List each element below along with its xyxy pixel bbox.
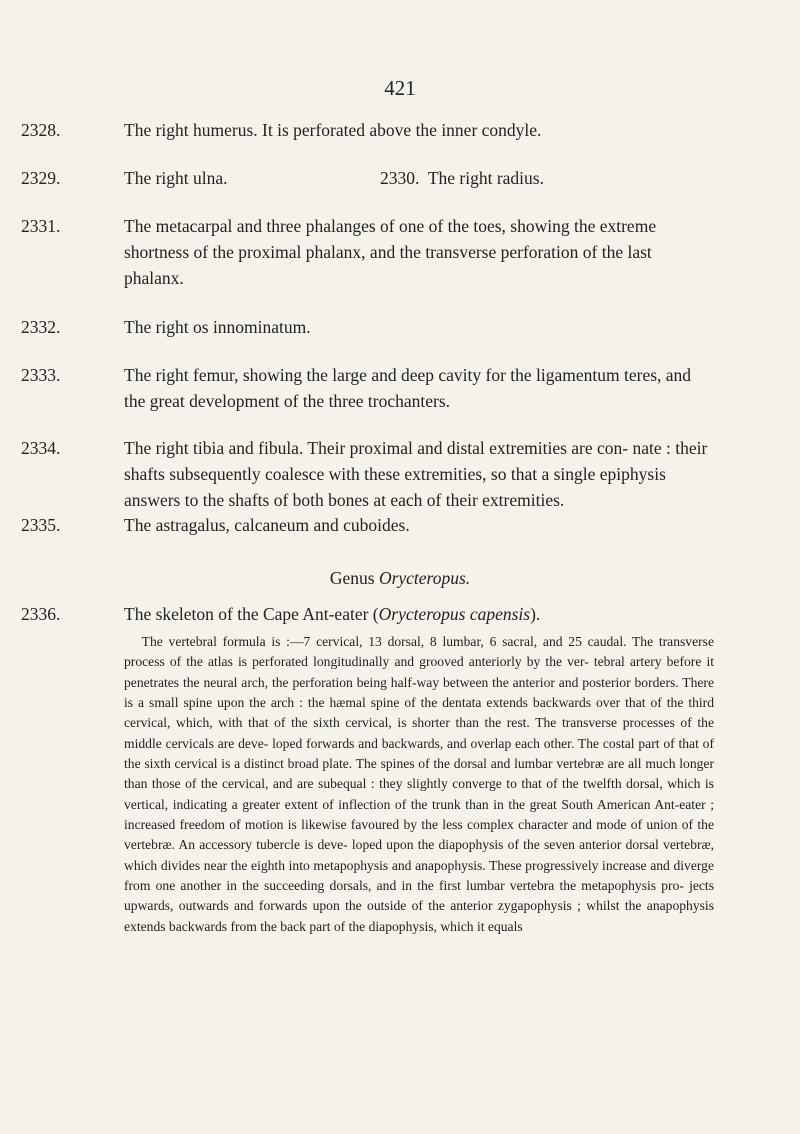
genus-heading bbox=[0, 568, 800, 589]
entry-text-before: The skeleton of the Cape Ant-eater ( bbox=[124, 604, 379, 624]
entry-2330 bbox=[380, 165, 544, 191]
entry-text: The right tibia and fibula. Their proximal and distal extremities are con- nate : their shafts subsequently coalesce with these extremities, so that a single epiphysis answers to the shafts of both bones at each of their extremities. bbox=[124, 438, 708, 510]
entry-number: 2336. bbox=[21, 604, 61, 624]
entry-2331 bbox=[21, 213, 714, 291]
entry-text: The right os innominatum. bbox=[124, 317, 311, 337]
entry-2335 bbox=[21, 512, 714, 538]
page-number: 421 bbox=[384, 76, 416, 100]
entry-text-after: ). bbox=[530, 604, 541, 624]
entry-number: 2331. bbox=[21, 216, 61, 236]
entry-2328 bbox=[21, 117, 714, 143]
entry-number: 2329. bbox=[21, 168, 61, 188]
entry-text: The right femur, showing the large and deep cavity for the ligamentum teres, and the great development of the three trochanters. bbox=[124, 365, 692, 411]
entry-text-italic: Orycteropus capensis bbox=[378, 604, 531, 624]
genus-name: Orycteropus. bbox=[378, 568, 471, 588]
entry-2329 bbox=[21, 165, 714, 191]
notes-text: The vertebral formula is :—7 cervical, 13 dorsal, 8 lumbar, 6 sacral, and 25 caudal. The transverse process of the atlas is perforated longitudinally and grooved anteriorly by the ver- tebral artery before it penetrates the neural arch, the perforation being half-way between the anterior and posterior borders. There is a small spine upon the arch : the hæmal spine of the dentata extends backwards over that of the third cervical, which, with that of the sixth cervical, is shorter than the rest. The transverse processes of the middle cervicals are deve- loped forwards and backwards, and overlap each other. The costal part of that of the sixth cervical is a distinct broad plate. The spines of the dorsal and lumbar vertebræ are all much longer than those of the cervical, and are subequal : they slightly converge to that of the twelfth dorsal, which is vertical, indicating a greater extent of inflection of the trunk than in the great South American Ant-eater ; increased freedom of motion is likewise favoured by the less complex character and mode of union of the vertebræ. An accessory tubercle is deve- loped upon the diapophysis of the seven anterior dorsal vertebræ, which divides near the eighth into metapophysis and anapophysis. These progressively increase and diverge from one another in the succeeding dorsals, and in the first lumbar vertebra the metapophysis pro- jects upwards, outwards and forwards upon the outside of the anterior zygapophysis ; whilst the anapophysis extends backwards from the back part of the diapophysis, which it equals bbox=[124, 634, 714, 934]
entry-2334 bbox=[21, 435, 714, 513]
genus-prefix: Genus bbox=[329, 568, 375, 588]
entry-text: The astragalus, calcaneum and cuboides. bbox=[124, 515, 410, 535]
entry-number: 2334. bbox=[21, 438, 61, 458]
entry-2332 bbox=[21, 314, 714, 340]
entry-text: The right ulna. bbox=[124, 168, 228, 188]
entry-text: The metacarpal and three phalanges of one of the toes, showing the extreme shortness of the proximal phalanx, and the transverse perforation of the last phalanx. bbox=[124, 216, 657, 288]
entry-number: 2335. bbox=[21, 515, 61, 535]
entry-number: 2333. bbox=[21, 365, 61, 385]
entry-2336 bbox=[21, 601, 714, 627]
entry-text: The right humerus. It is perforated above the inner condyle. bbox=[124, 120, 542, 140]
entry-number: 2328. bbox=[21, 120, 61, 140]
notes-paragraph bbox=[124, 632, 714, 937]
entry-text: The right radius. bbox=[427, 168, 544, 188]
entry-number: 2330. bbox=[380, 168, 420, 188]
entry-2333 bbox=[21, 362, 714, 414]
entry-number: 2332. bbox=[21, 317, 61, 337]
